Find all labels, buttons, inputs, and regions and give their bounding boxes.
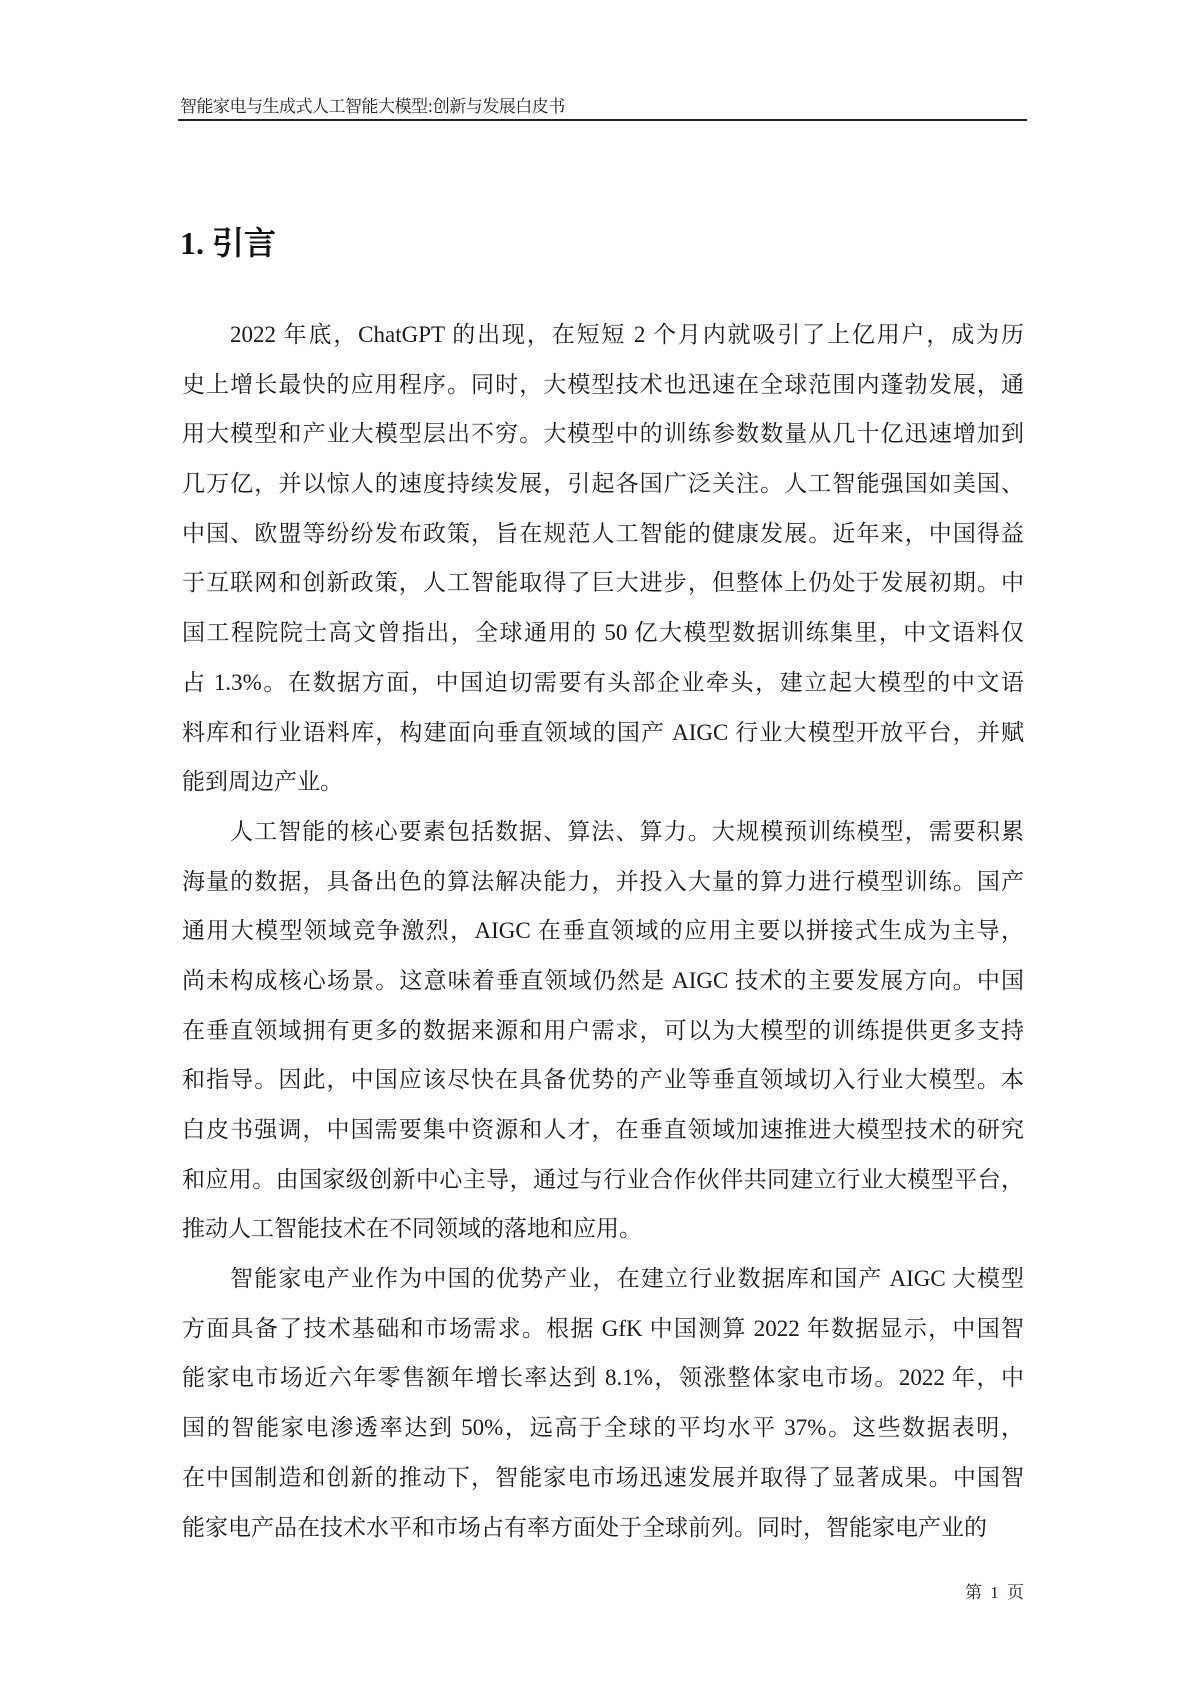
paragraph-line: 料库和行业语料库，构建面向垂直领域的国产 AIGC 行业大模型开放平台，并赋 xyxy=(182,719,1024,745)
body-text xyxy=(182,310,1024,1552)
running-header: 智能家电与生成式人工智能大模型:创新与发展白皮书 xyxy=(180,97,565,117)
paragraph-line: 和指导。因此，中国应该尽快在具备优势的产业等垂直领域切入行业大模型。本 xyxy=(182,1067,1024,1093)
paragraph-line: 能家电产品在技术水平和市场占有率方面处于全球前列。同时，智能家电产业的 xyxy=(182,1514,987,1540)
paragraph-line: 海量的数据，具备出色的算法解决能力，并投入大量的算力进行模型训练。国产 xyxy=(182,868,1024,894)
paragraph-line: 方面具备了技术基础和市场需求。根据 GfK 中国测算 2022 年数据显示，中国智 xyxy=(182,1315,1024,1341)
paragraph-line: 推动人工智能技术在不同领域的落地和应用。 xyxy=(182,1216,642,1242)
paragraph-line: 尚未构成核心场景。这意味着垂直领域仍然是 AIGC 技术的主要发展方向。中国 xyxy=(182,967,1024,993)
paragraph-line: 国工程院院士高文曾指出，全球通用的 50 亿大模型数据训练集里，中文语料仅 xyxy=(182,620,1024,646)
paragraph xyxy=(182,1254,1024,1552)
paragraph-line: 史上增长最快的应用程序。同时，大模型技术也迅速在全球范围内蓬勃发展，通 xyxy=(182,371,1024,397)
paragraph-line: 人工智能的核心要素包括数据、算法、算力。大规模预训练模型，需要积累 xyxy=(230,818,1024,844)
paragraph-line: 白皮书强调，中国需要集中资源和人才，在垂直领域加速推进大模型技术的研究 xyxy=(182,1117,1024,1142)
paragraph-line: 中国、欧盟等纷纷发布政策，旨在规范人工智能的健康发展。近年来，中国得益 xyxy=(182,520,1024,546)
paragraph-line: 国的智能家电渗透率达到 50%，远高于全球的平均水平 37%。这些数据表明， xyxy=(182,1415,1024,1441)
paragraph-line: 能到周边产业。 xyxy=(182,769,343,795)
paragraph xyxy=(182,807,1024,1254)
paragraph-line: 在中国制造和创新的推动下，智能家电市场迅速发展并取得了显著成果。中国智 xyxy=(182,1464,1024,1490)
paragraph-line: 和应用。由国家级创新中心主导，通过与行业合作伙伴共同建立行业大模型平台， xyxy=(182,1166,1024,1192)
paragraph xyxy=(182,310,1024,807)
paragraph-line: 智能家电产业作为中国的优势产业，在建立行业数据库和国产 AIGC 大模型 xyxy=(230,1266,1024,1292)
paragraph-line: 通用大模型领域竞争激烈，AIGC 在垂直领域的应用主要以拼接式生成为主导， xyxy=(182,918,1024,944)
header-divider xyxy=(178,119,1027,121)
paragraph-line: 能家电市场近六年零售额年增长率达到 8.1%，领涨整体家电市场。2022 年，中 xyxy=(182,1365,1024,1391)
paragraph-line: 在垂直领域拥有更多的数据来源和用户需求，可以为大模型的训练提供更多支持 xyxy=(182,1017,1024,1043)
paragraph-line: 2022 年底，ChatGPT 的出现，在短短 2 个月内就吸引了上亿用户，成为历 xyxy=(230,322,1024,347)
section-title: 1. 引言 xyxy=(180,225,277,261)
paragraph-line: 占 1.3%。在数据方面，中国迫切需要有头部企业牵头，建立起大模型的中文语 xyxy=(182,669,1024,695)
paragraph-line: 用大模型和产业大模型层出不穷。大模型中的训练参数数量从几十亿迅速增加到 xyxy=(182,421,1024,447)
paragraph-line: 于互联网和创新政策，人工智能取得了巨大进步，但整体上仍处于发展初期。中 xyxy=(182,570,1024,596)
page-number: 第 1 页 xyxy=(965,1583,1024,1602)
paragraph-line: 几万亿，并以惊人的速度持续发展，引起各国广泛关注。人工智能强国如美国、 xyxy=(182,471,1024,497)
